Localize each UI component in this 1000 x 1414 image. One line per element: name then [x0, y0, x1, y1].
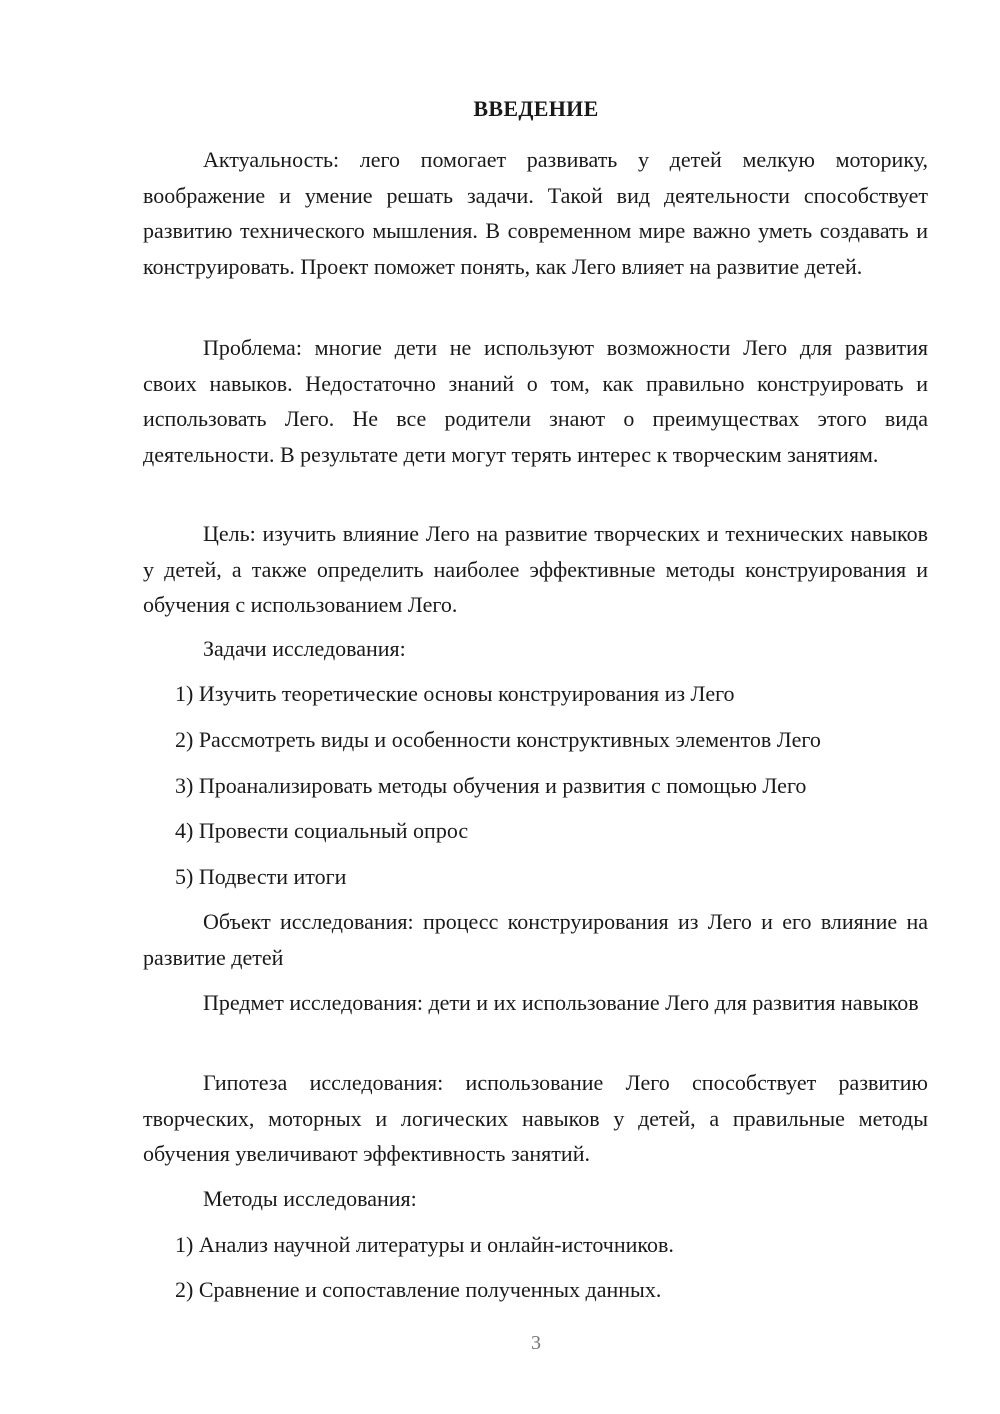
task-list-item: 1) Изучить теоретические основы конструирования из Лего — [175, 681, 735, 706]
task-list-item: 4) Провести социальный опрос — [175, 818, 469, 843]
page-number: 3 — [531, 1332, 541, 1354]
task-list-item: 3) Проанализировать методы обучения и развития с помощью Лего — [175, 773, 807, 798]
task-list-item: 5) Подвести итоги — [175, 864, 347, 889]
paragraph-object: Объект исследования: процесс конструирования из Лего и его влияние на развитие детей — [143, 909, 928, 970]
paragraph-tasks-intro: Задачи исследования: — [203, 636, 406, 661]
method-list-item: 1) Анализ научной литературы и онлайн-источников. — [175, 1232, 674, 1257]
task-list-item: 2) Рассмотреть виды и особенности конструктивных элементов Лего — [175, 727, 821, 752]
paragraph-subject: Предмет исследования: дети и их использование Лего для развития навыков — [203, 990, 919, 1015]
paragraph-goal: Цель: изучить влияние Лего на развитие творческих и технических навыков у детей, а также определить наиболее эффективные методы конструирования и обучения с использованием Лего. — [143, 521, 928, 618]
paragraph-hypothesis: Гипотеза исследования: использование Лего способствует развитию творческих, моторных и логических навыков у детей, а правильные методы обучения увеличивают эффективность занятий. — [143, 1070, 928, 1167]
paragraph-relevance: Актуальность: лего помогает развивать у детей мелкую моторику, воображение и умение решать задачи. Такой вид деятельности способствует развитию технического мышления. В современном мире важно уметь создавать и конструировать. Проект поможет понять, как Лего влияет на развитие детей. — [143, 147, 928, 279]
section-heading: ВВЕДЕНИЕ — [473, 96, 599, 121]
method-list-item: 2) Сравнение и сопоставление полученных данных. — [175, 1277, 662, 1302]
paragraph-problem: Проблема: многие дети не используют возможности Лего для развития своих навыков. Недостаточно знаний о том, как правильно конструировать и использовать Лего. Не все родители знают о преимуществах этого вида деятельности. В результате дети могут терять интерес к творческим занятиям. — [143, 335, 928, 467]
paragraph-methods-intro: Методы исследования: — [203, 1186, 417, 1211]
